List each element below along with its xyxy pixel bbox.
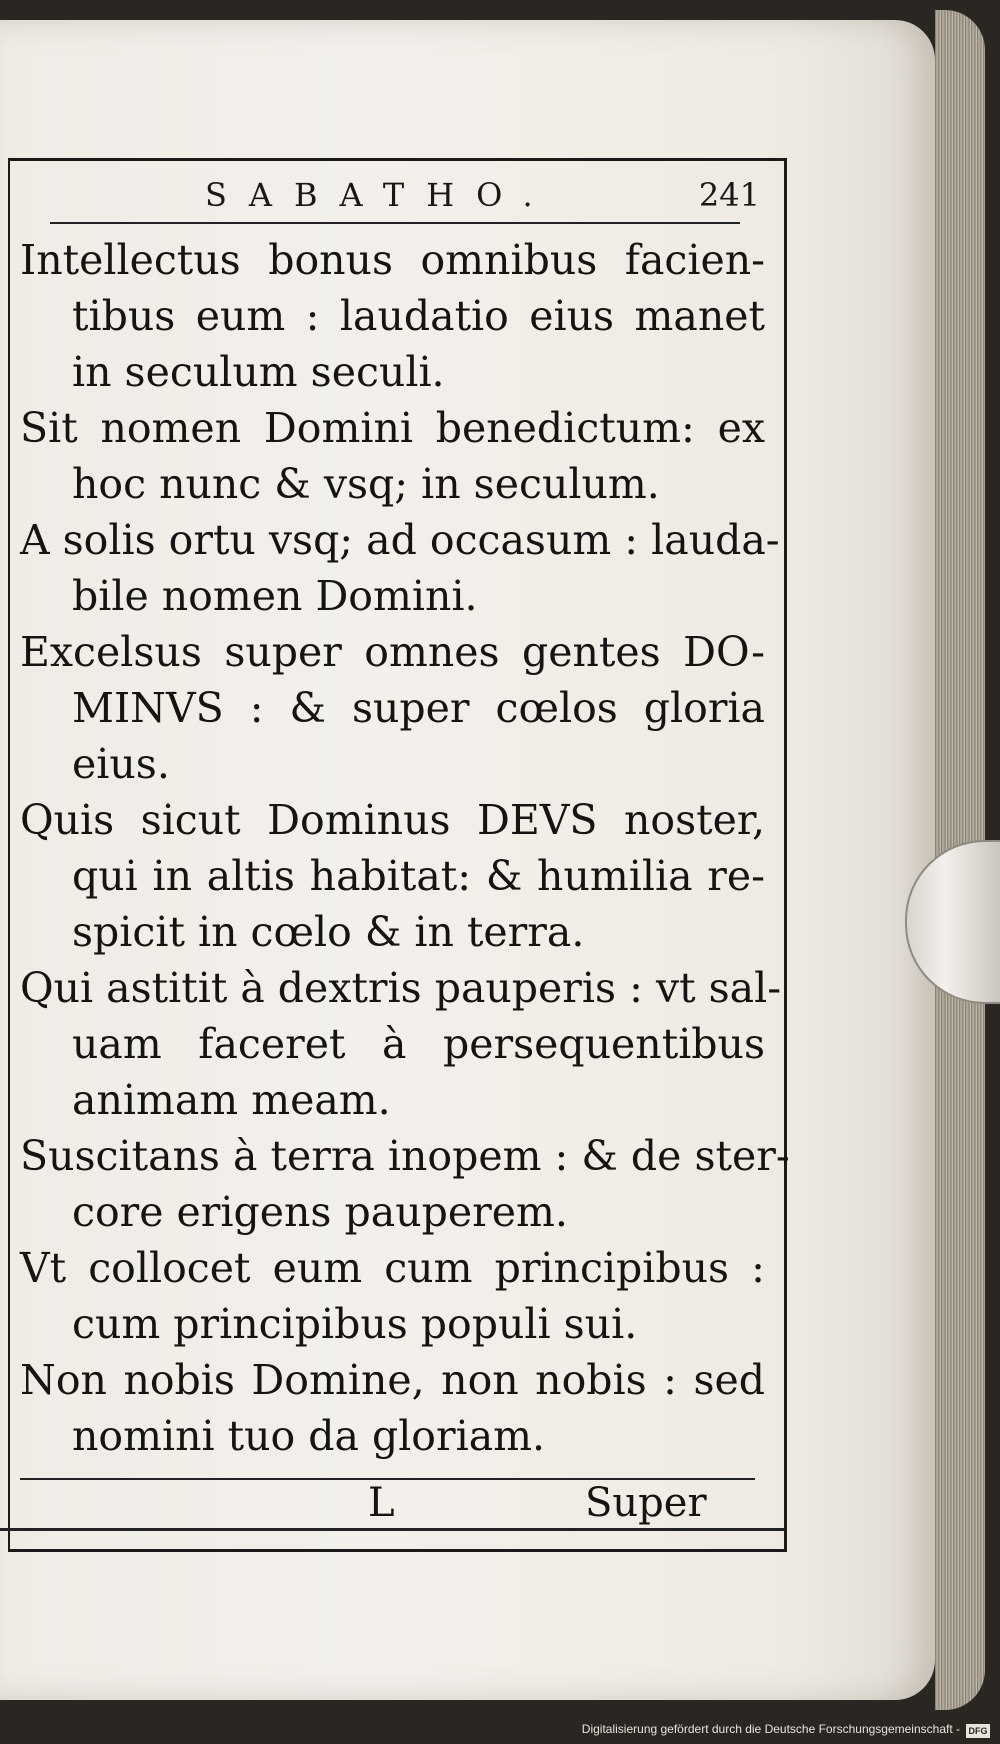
verse-line: uam faceret à persequentibus	[72, 1020, 765, 1068]
digitization-credit: Digitalisierung gefördert durch die Deutsche Forschungsgemeinschaft -	[581, 1722, 960, 1736]
verse	[20, 1240, 765, 1352]
psalm-text	[20, 232, 790, 1464]
verse-line: bile nomen Domini.	[72, 572, 478, 620]
verse	[20, 792, 765, 960]
verse-line: Quis sicut Dominus DEVS noster,	[20, 796, 765, 844]
verse	[20, 1128, 790, 1240]
verse-line: Qui astitit à dextris pauperis : vt sal-	[20, 964, 782, 1012]
signature-mark: L	[368, 1480, 395, 1526]
verse	[20, 960, 782, 1128]
verse-line: spicit in cœlo & in terra.	[72, 908, 585, 956]
verse-line: cum principibus populi sui.	[72, 1300, 638, 1348]
verse	[20, 512, 780, 624]
verse-line: MINVS : & super cœlos gloria	[72, 684, 765, 732]
page-header	[40, 172, 760, 220]
verse	[20, 400, 765, 512]
verse	[20, 1352, 765, 1464]
verse	[20, 232, 765, 400]
verse-line: Intellectus bonus omnibus facien-	[20, 236, 765, 284]
dfg-logo: DFG	[966, 1724, 990, 1738]
verse-line: core erigens pauperem.	[72, 1188, 568, 1236]
verse-line: A solis ortu vsq; ad occasum : lauda-	[20, 516, 780, 564]
verse-line: qui in altis habitat: & humilia re-	[72, 852, 765, 900]
verse-line: Non nobis Domine, non nobis : sed	[20, 1356, 765, 1404]
verse-line: Vt collocet eum cum principibus :	[20, 1244, 765, 1292]
page-number: 241	[698, 176, 760, 214]
bottom-rule	[0, 1528, 785, 1531]
catchword: Super	[585, 1480, 707, 1526]
verse-line: animam meam.	[72, 1076, 391, 1124]
verse-line: in seculum seculi.	[72, 348, 445, 396]
verse	[20, 624, 765, 792]
verse-line: Excelsus super omnes gentes DO-	[20, 628, 765, 676]
verse-line: tibus eum : laudatio eius manet	[72, 292, 765, 340]
verse-line: eius.	[72, 740, 170, 788]
verse-line: Sit nomen Domini benedictum: ex	[20, 404, 765, 452]
verse-line: hoc nunc & vsq; in seculum.	[72, 460, 660, 508]
verse-line: Suscitans à terra inopem : & de ster-	[20, 1132, 790, 1180]
header-rule	[50, 222, 740, 224]
verse-line: nomini tuo da gloriam.	[72, 1412, 546, 1460]
running-head: SABATHO.	[205, 176, 555, 214]
